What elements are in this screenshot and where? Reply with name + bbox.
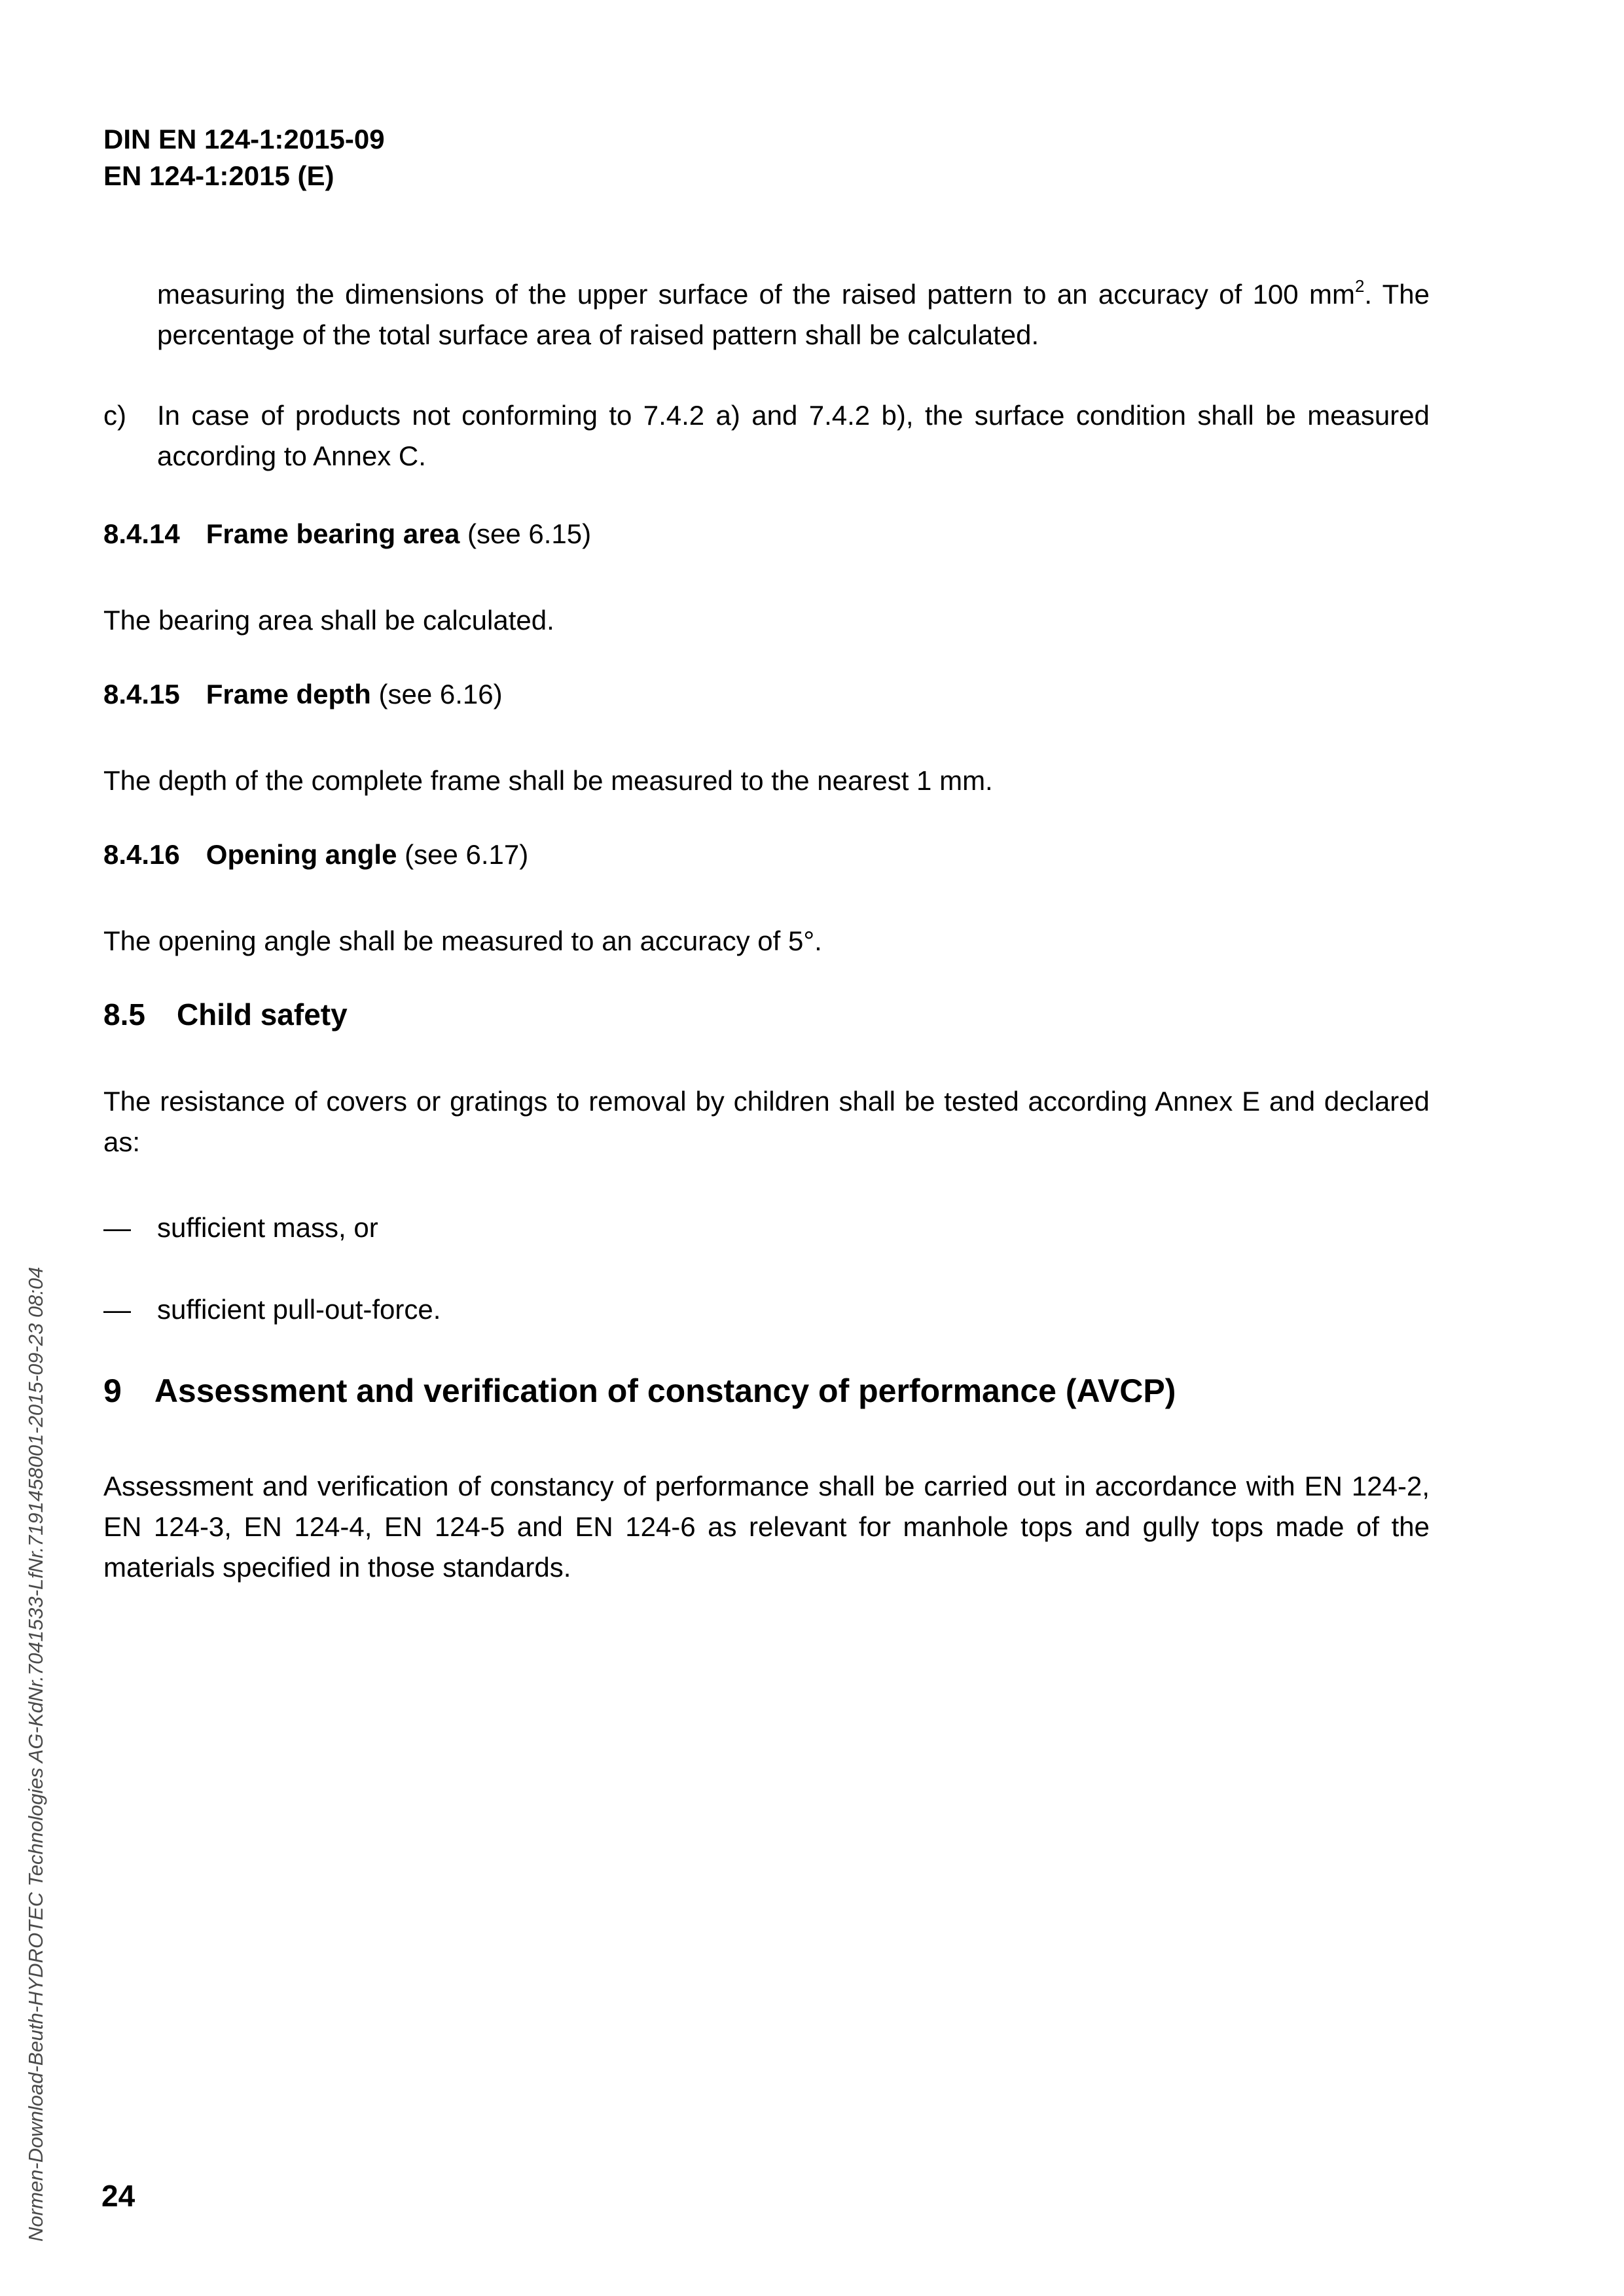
heading-8-4-15-title: Frame depth xyxy=(206,679,371,709)
bullet-sufficient-mass xyxy=(103,1208,1430,1248)
heading-8-4-15-number: 8.4.15 xyxy=(103,679,180,709)
heading-9-title: Assessment and verification of constancy of performance (AVCP) xyxy=(154,1372,1176,1409)
list-item-c-label: c) xyxy=(103,400,126,431)
heading-8-4-16-title: Opening angle xyxy=(206,839,397,870)
heading-8-4-15 xyxy=(103,677,503,711)
bullet-pull-out-force xyxy=(103,1289,1430,1330)
paragraph-opening-angle: The opening angle shall be measured to an accuracy of 5°. xyxy=(103,925,822,956)
heading-8-4-16 xyxy=(103,838,528,872)
paragraph-frame-depth: The depth of the complete frame shall be measured to the nearest 1 mm. xyxy=(103,765,993,796)
bullet-pull-out-force-text: sufficient pull-out-force. xyxy=(157,1294,441,1325)
document-header xyxy=(103,121,385,194)
bullet-dash-icon: — xyxy=(103,1294,131,1325)
superscript-2: 2 xyxy=(1354,276,1365,296)
paragraph-measuring-text: measuring the dimensions of the upper surface of the raised pattern to an accuracy of 100 mm xyxy=(157,279,1355,310)
header-standard-number: DIN EN 124-1:2015-09 xyxy=(103,124,385,154)
paragraph-measuring-text-cont: . The percentage of the total surface area of raised pattern shall be calculated. xyxy=(157,279,1430,350)
heading-8-5-title: Child safety xyxy=(176,997,348,1031)
bullet-dash-icon: — xyxy=(103,1212,131,1243)
bullet-sufficient-mass-text: sufficient mass, or xyxy=(157,1212,378,1243)
header-standard-edition: EN 124-1:2015 (E) xyxy=(103,160,334,191)
page-number: 24 xyxy=(101,2179,135,2213)
heading-8-4-16-reference: (see 6.17) xyxy=(405,839,529,870)
heading-9 xyxy=(103,1371,1176,1410)
heading-8-4-14-reference: (see 6.15) xyxy=(467,518,592,549)
heading-8-4-14-number: 8.4.14 xyxy=(103,518,180,549)
heading-8-5 xyxy=(103,996,348,1033)
heading-8-4-15-reference: (see 6.16) xyxy=(378,679,503,709)
paragraph-bearing-area: The bearing area shall be calculated. xyxy=(103,605,554,636)
list-item-c-text: In case of products not conforming to 7.4.2 a) and 7.4.2 b), the surface condition shall be measured according to Annex C. xyxy=(157,400,1430,471)
watermark-vertical-text: Normen-Download-Beuth-HYDROTEC Technologies AG-KdNr.7041533-LfNr.7191458001-2015-09-23 08:04 xyxy=(24,1266,47,2242)
paragraph-child-safety: The resistance of covers or gratings to removal by children shall be tested according Annex E and declared as: xyxy=(103,1086,1430,1157)
paragraph-avcp: Assessment and verification of constancy of performance shall be carried out in accordance with EN 124-2, EN 124-3, EN 124-4, EN 124-5 and EN 124-6 as relevant for manhole tops and gully tops made of the materials specified in those standards. xyxy=(103,1471,1430,1583)
paragraph-measuring xyxy=(157,274,1430,355)
heading-8-4-16-number: 8.4.16 xyxy=(103,839,180,870)
heading-8-5-number: 8.5 xyxy=(103,997,145,1031)
heading-8-4-14 xyxy=(103,517,591,551)
list-item-c xyxy=(103,395,1430,476)
heading-8-4-14-title: Frame bearing area xyxy=(206,518,460,549)
heading-9-number: 9 xyxy=(103,1372,122,1409)
